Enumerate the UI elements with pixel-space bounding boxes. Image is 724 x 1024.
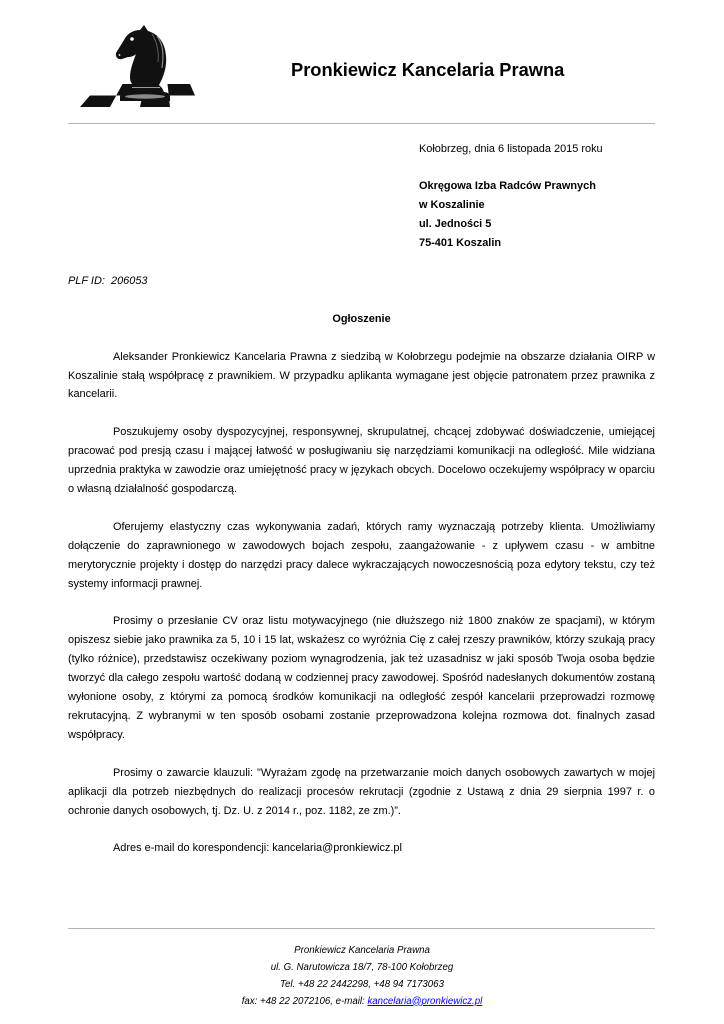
recipient-address [419, 177, 655, 253]
firm-name-title: Pronkiewicz Kancelaria Prawna [291, 59, 565, 80]
paragraph-offer [68, 518, 655, 594]
paragraph-line: aplikacji dla potrzeb niezbędnych do realizacji procesów rekrutacji (zgodnie z Ustawą z dnia 29 sierpnia 1997 r. o [68, 785, 655, 798]
board-square [168, 84, 196, 96]
recipient-line: ul. Jedności 5 [419, 218, 492, 231]
header-divider [68, 123, 655, 124]
paragraph-line: kancelarii. [68, 388, 118, 401]
footer [0, 942, 724, 1010]
footer-fax-email [0, 993, 724, 1010]
paragraph-line: Poszukujemy osoby dyspozycyjnej, responsywnej, skrupulatnej, chcącej zdobywać doświadczenie, umiejącej [113, 426, 655, 439]
letter-body [68, 140, 655, 859]
footer-phones: Tel. +48 22 2442298, +48 94 7173063 [280, 978, 444, 990]
paragraph-requirements [68, 423, 655, 499]
paragraph-line: systemy informacji prawnej. [68, 577, 203, 590]
paragraph-line: wyłonione osoby, z którymi za pomocą środków komunikacji na odległość zespół kancelarii przeprowadzi rozmowę [68, 691, 655, 704]
board-square [80, 96, 116, 108]
recipient-line: 75-401 Koszalin [419, 237, 502, 250]
plf-id-value: 206053 [110, 274, 148, 287]
paragraph-line: Prosimy o zawarcie klauzuli: "Wyrażam zgodę na przetwarzanie moich danych osobowych zawartych w mojej [113, 766, 655, 779]
plf-id-row [68, 272, 655, 291]
chess-knight-logo [78, 24, 204, 110]
paragraph-line: uprzednia praktyka w zawodzie oraz umiejętność pracy w językach obcych. Docelowo oczekujemy współpracy w oparciu [68, 464, 655, 477]
paragraph-line: Koszalinie stałą współpracę z prawnikiem. W przypadku aplikanta wymagane jest objęcie patronatem przez prawnika z [68, 369, 655, 382]
paragraph-line: Adres e-mail do korespondencji: kancelaria@pronkiewicz.pl [113, 842, 402, 855]
paragraph-intro [68, 348, 655, 405]
footer-divider [68, 928, 655, 929]
paragraph-application [68, 612, 655, 744]
date-line: Kołobrzeg, dnia 6 listopada 2015 roku [419, 142, 603, 155]
footer-address: ul. G. Narutowicza 18/7, 78-100 Kołobrzeg [270, 961, 454, 973]
recipient-line: Okręgowa Izba Radców Prawnych [419, 180, 596, 193]
paragraph-line: współpracy. [68, 728, 125, 741]
paragraph-line: rekrutacyjną. Z wybranymi w ten sposób osobami zostanie przeprowadzona kolejna rozmowa dot. finalnych zasad [68, 710, 655, 723]
paragraph-contact [68, 839, 655, 858]
paragraph-line: opiszesz siebie jako prawnika za 5, 10 i 15 lat, wskażesz co wyróżnia Cię z całej rzeszy prawników, którzy szukają pracy [68, 634, 655, 647]
plf-id-label: PLF ID: [68, 274, 105, 287]
paragraph-line: dołączenie do zaprawnionego w zawodowych bojach zespołu, zaangażowanie - z upływem czasu - w ambitne [68, 539, 655, 552]
paragraph-line: Oferujemy elastyczny czas wykonywania zadań, których ramy wyznaczają potrzeby klienta. Umożliwiamy [113, 520, 655, 533]
paragraph-line: Prosimy o przesłanie CV oraz listu motywacyjnego (nie dłuższego niż 1800 znaków ze spacjami), w którym [113, 615, 655, 628]
paragraph-line: ochronie danych osobowych, tj. Dz. U. z 2014 r., poz. 1182, ze zm.)”. [68, 804, 401, 817]
paragraph-line: (tylko różnice), przedstawisz oczekiwany poziom wynagrodzenia, jak też uzasadnisz w jaki sposób Twoja osoba będzie [68, 653, 655, 666]
recipient-line: w Koszalinie [419, 199, 485, 212]
footer-firm-name: Pronkiewicz Kancelaria Prawna [294, 944, 430, 956]
paragraph-consent-clause [68, 764, 655, 821]
footer-fax: fax: +48 22 2072106, e-mail: [241, 995, 368, 1007]
paragraph-line: tworzyć dla całego zespołu wartość dodaną w codziennej pracy zawodowej. Spośród nadesłanych dokumentów zostaną [68, 672, 655, 685]
paragraph-line: Aleksander Pronkiewicz Kancelaria Prawna z siedzibą w Kołobrzegu podejmie na obszarze działania OIRP w [113, 350, 655, 363]
letter-subject: Ogłoszenie [332, 312, 391, 325]
paragraph-line: merytorycznie projekty i dostęp do narzędzi pracy dalece wykraczających nowoczesnością poza edytory tekstu, czy też [68, 558, 655, 571]
paragraph-line: pracować pod presją czasu i mającej łatwość w posługiwaniu się narzędziami komunikacji na odległość. Mile widziana [68, 445, 655, 458]
paragraph-line: o własną działalność gospodarczą. [68, 483, 238, 496]
footer-email-link[interactable]: kancelaria@pronkiewicz.pl [367, 995, 483, 1007]
